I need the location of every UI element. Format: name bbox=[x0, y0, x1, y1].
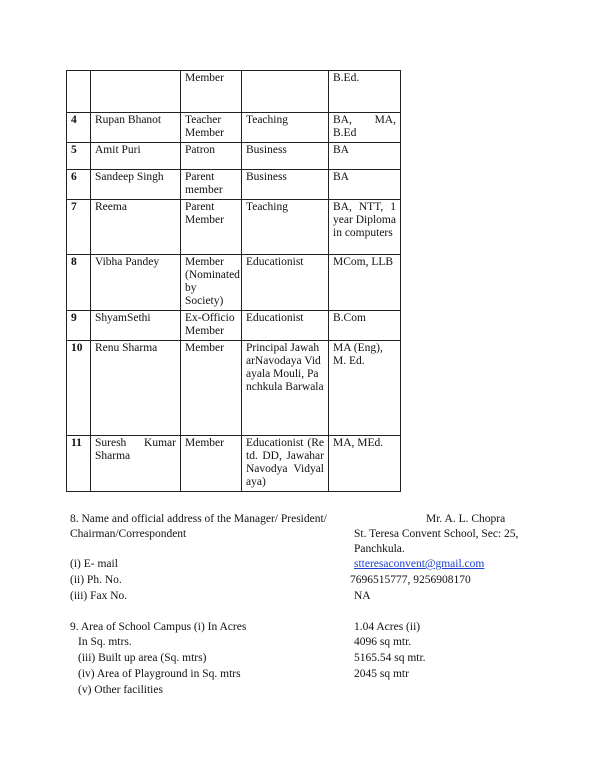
row-number: 4 bbox=[67, 113, 91, 143]
member-qualification: BA bbox=[329, 170, 401, 200]
table-row bbox=[67, 71, 401, 113]
table-row bbox=[67, 255, 401, 311]
member-designation: Parent Member bbox=[181, 200, 242, 255]
member-qualification: B.Ed. bbox=[329, 71, 401, 113]
member-occupation: Business bbox=[242, 170, 329, 200]
address-line2: Panchkula. bbox=[354, 543, 405, 555]
built-up-label: (iii) Built up area (Sq. mtrs) bbox=[78, 652, 207, 664]
member-qualification: BA bbox=[329, 143, 401, 170]
member-occupation: Educationist bbox=[242, 311, 329, 341]
table-row bbox=[67, 170, 401, 200]
row-number: 8 bbox=[67, 255, 91, 311]
member-designation: Parent member bbox=[181, 170, 242, 200]
member-occupation: Teaching bbox=[242, 113, 329, 143]
table-row bbox=[67, 436, 401, 492]
section9-label-line2: In Sq. mtrs. bbox=[78, 636, 132, 648]
built-up-value: 5165.54 sq mtr. bbox=[354, 652, 426, 664]
member-name: Renu Sharma bbox=[91, 341, 181, 436]
member-qualification: MA (Eng), M. Ed. bbox=[329, 341, 401, 436]
member-designation: Ex-Officio Member bbox=[181, 311, 242, 341]
table-row bbox=[67, 200, 401, 255]
member-name: Vibha Pandey bbox=[91, 255, 181, 311]
member-occupation: Teaching bbox=[242, 200, 329, 255]
member-designation: Member bbox=[181, 436, 242, 492]
section8-label-line1: 8. Name and official address of the Manager/ President/ bbox=[70, 513, 327, 525]
member-name: ShyamSethi bbox=[91, 311, 181, 341]
email-link[interactable]: stteresaconvent@gmail.com bbox=[354, 558, 485, 570]
row-number: 10 bbox=[67, 341, 91, 436]
member-occupation bbox=[242, 71, 329, 113]
phone-value: 7696515777, 9256908170 bbox=[350, 574, 471, 586]
fax-value: NA bbox=[354, 590, 371, 602]
member-designation: Patron bbox=[181, 143, 242, 170]
member-qualification: MA, MEd. bbox=[329, 436, 401, 492]
table-row bbox=[67, 113, 401, 143]
row-number: 5 bbox=[67, 143, 91, 170]
playground-value: 2045 sq mtr bbox=[354, 668, 409, 680]
member-occupation: Educationist (Retd. DD, JawaharNavodya Vidyalaya) bbox=[242, 436, 329, 492]
other-facilities-label: (v) Other facilities bbox=[78, 684, 163, 696]
members-table bbox=[66, 70, 401, 492]
acres-value: 1.04 Acres (ii) bbox=[354, 621, 421, 633]
member-name: Reema bbox=[91, 200, 181, 255]
member-qualification: MCom, LLB bbox=[329, 255, 401, 311]
sqm-value: 4096 sq mtr. bbox=[354, 636, 412, 648]
member-qualification: BA, MA, B.Ed bbox=[329, 113, 401, 143]
playground-label: (iv) Area of Playground in Sq. mtrs bbox=[78, 668, 241, 680]
member-occupation: Principal JawaharNavodaya Vidayala Mouli, Panchkula Barwala bbox=[242, 341, 329, 436]
table-row bbox=[67, 341, 401, 436]
member-name bbox=[91, 71, 181, 113]
row-number: 7 bbox=[67, 200, 91, 255]
section9-label-line1: 9. Area of School Campus (i) In Acres bbox=[70, 621, 247, 633]
fax-label: (iii) Fax No. bbox=[70, 590, 128, 602]
member-occupation: Business bbox=[242, 143, 329, 170]
member-qualification: BA, NTT, 1 year Diploma in computers bbox=[329, 200, 401, 255]
manager-name: Mr. A. L. Chopra bbox=[426, 513, 506, 525]
member-designation: Teacher Member bbox=[181, 113, 242, 143]
member-name: Suresh Kumar Sharma bbox=[91, 436, 181, 492]
row-number: 11 bbox=[67, 436, 91, 492]
row-number bbox=[67, 71, 91, 113]
member-qualification: B.Com bbox=[329, 311, 401, 341]
member-name: Sandeep Singh bbox=[91, 170, 181, 200]
member-designation: Member bbox=[181, 341, 242, 436]
member-designation: Member bbox=[181, 71, 242, 113]
member-occupation: Educationist bbox=[242, 255, 329, 311]
email-label: (i) E- mail bbox=[70, 558, 118, 570]
table-row bbox=[67, 311, 401, 341]
table-row bbox=[67, 143, 401, 170]
section8-label-line2: Chairman/Correspondent bbox=[70, 528, 187, 540]
member-name: Rupan Bhanot bbox=[91, 113, 181, 143]
phone-label: (ii) Ph. No. bbox=[70, 574, 122, 586]
member-name: Amit Puri bbox=[91, 143, 181, 170]
address-line1: St. Teresa Convent School, Sec: 25, bbox=[354, 528, 519, 540]
member-designation: Member (Nominated by Society) bbox=[181, 255, 242, 311]
row-number: 9 bbox=[67, 311, 91, 341]
row-number: 6 bbox=[67, 170, 91, 200]
